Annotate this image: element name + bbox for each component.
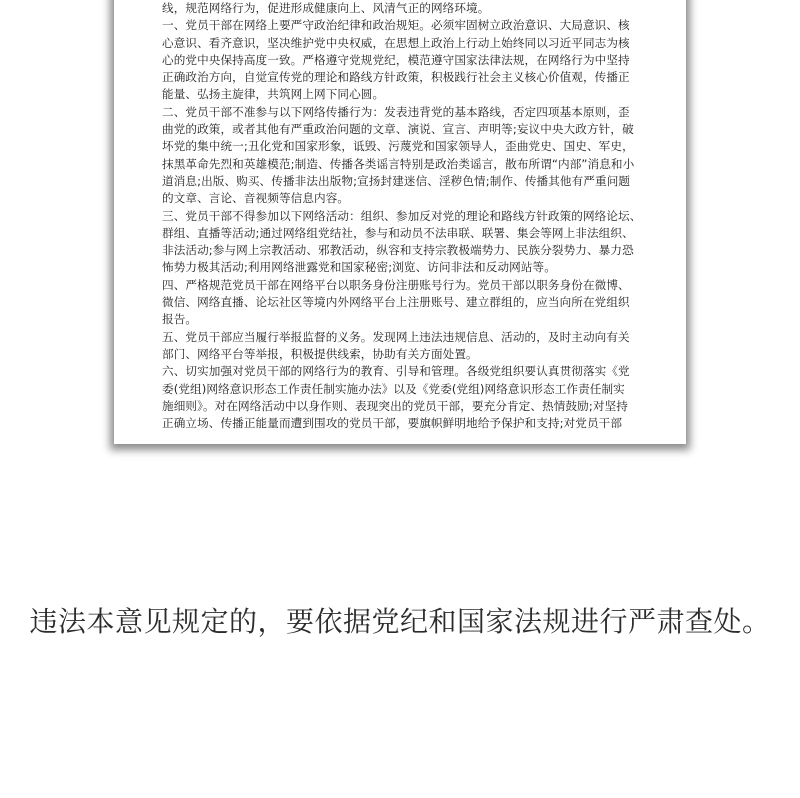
document-line: 施细则》。对在网络活动中以身作则、表现突出的党员干部，要充分肯定、热情鼓励;对坚持 [162,398,628,413]
caption-text: 违法本意见规定的，要依据党纪和国家法规进行严肃查处。 [29,605,771,638]
document-line: 二、党员干部不准参与以下网络传播行为：发表违背党的基本路线，否定四项基本原则，歪 [162,104,630,119]
document-line: 四、严格规范党员干部在网络平台以职务身份注册账号行为。党员干部以职务身份在微博、 [162,277,630,292]
document-line: 正确政治方向，自觉宣传党的理论和路线方针政策，积极践行社会主义核心价值观，传播正 [162,70,630,85]
document-line: 心的党中央保持高度一致。严格遵守党规党纪，模范遵守国家法律法规，在网络行为中坚持 [162,52,630,67]
document-line: 线，规范网络行为，促进形成健康向上、风清气正的网络环境。 [162,1,490,15]
document-line: 部门、网络平台等举报，积极提供线索，协助有关方面处置。 [162,346,478,361]
document-line: 心意识、看齐意识，坚决维护党中央权威，在思想上政治上行动上始终同以习近平同志为核 [162,35,630,50]
document-line: 能量、弘扬主旋律，共筑网上网下同心圆。 [162,87,385,102]
document-line: 群组、直播等活动;通过网络组党结社，参与和动员不法串联、联署、集会等网上非法组织、 [162,225,634,240]
document-line: 五、党员干部应当履行举报监督的义务。发现网上违法违规信息、活动的，及时主动向有关 [162,329,630,344]
document-line: 委(党组)网络意识形态工作责任制实施办法》以及《党委(党组)网络意识形态工作责任制实 [162,381,625,396]
document-line: 三、党员干部不得参加以下网络活动：组织、参加反对党的理论和路线方针政策的网络论坛、 [162,208,642,223]
document-page [114,0,686,444]
document-line: 抹黑革命先烈和英雄模范;制造、传播各类谣言特别是政治类谣言，散布所谓“内部”消息和小 [162,156,635,171]
document-line: 六、切实加强对党员干部的网络行为的教育、引导和管理。各级党组织要认真贯彻落实《党 [162,364,630,379]
document-line: 正确立场、传播正能量而遭到围攻的党员干部，要旗帜鲜明地给予保护和支持;对党员干部 [162,416,623,431]
document-line: 的文章、言论、音视频等信息内容。 [162,191,350,206]
document-line: 非法活动;参与网上宗教活动、邪教活动，纵容和支持宗教极端势力、民族分裂势力、暴力恐 [162,243,634,258]
document-line: 怖势力极其活动;利用网络泄露党和国家秘密;浏览、访问非法和反动网站等。 [162,260,556,275]
document-line: 曲党的政策，或者其他有严重政治问题的文章、演说、宣言、声明等;妄议中央大政方针，破 [162,122,634,137]
document-line: 报告。 [162,312,198,327]
document-line: 微信、网络直播、论坛社区等境内外网络平台上注册账号、建立群组的，应当向所在党组织 [162,295,630,310]
document-line: 道消息;出版、购买、传播非法出版物;宣扬封建迷信、淫秽色情;制作、传播其他有严重问题 [162,173,631,188]
document-line: 一、党员干部在网络上要严守政治纪律和政治规矩。必须牢固树立政治意识、大局意识、核 [162,18,630,33]
document-line: 坏党的集中统一;丑化党和国家形象，诋毁、污蔑党和国家领导人，歪曲党史、国史、军史， [162,139,634,154]
document-body [162,0,646,432]
